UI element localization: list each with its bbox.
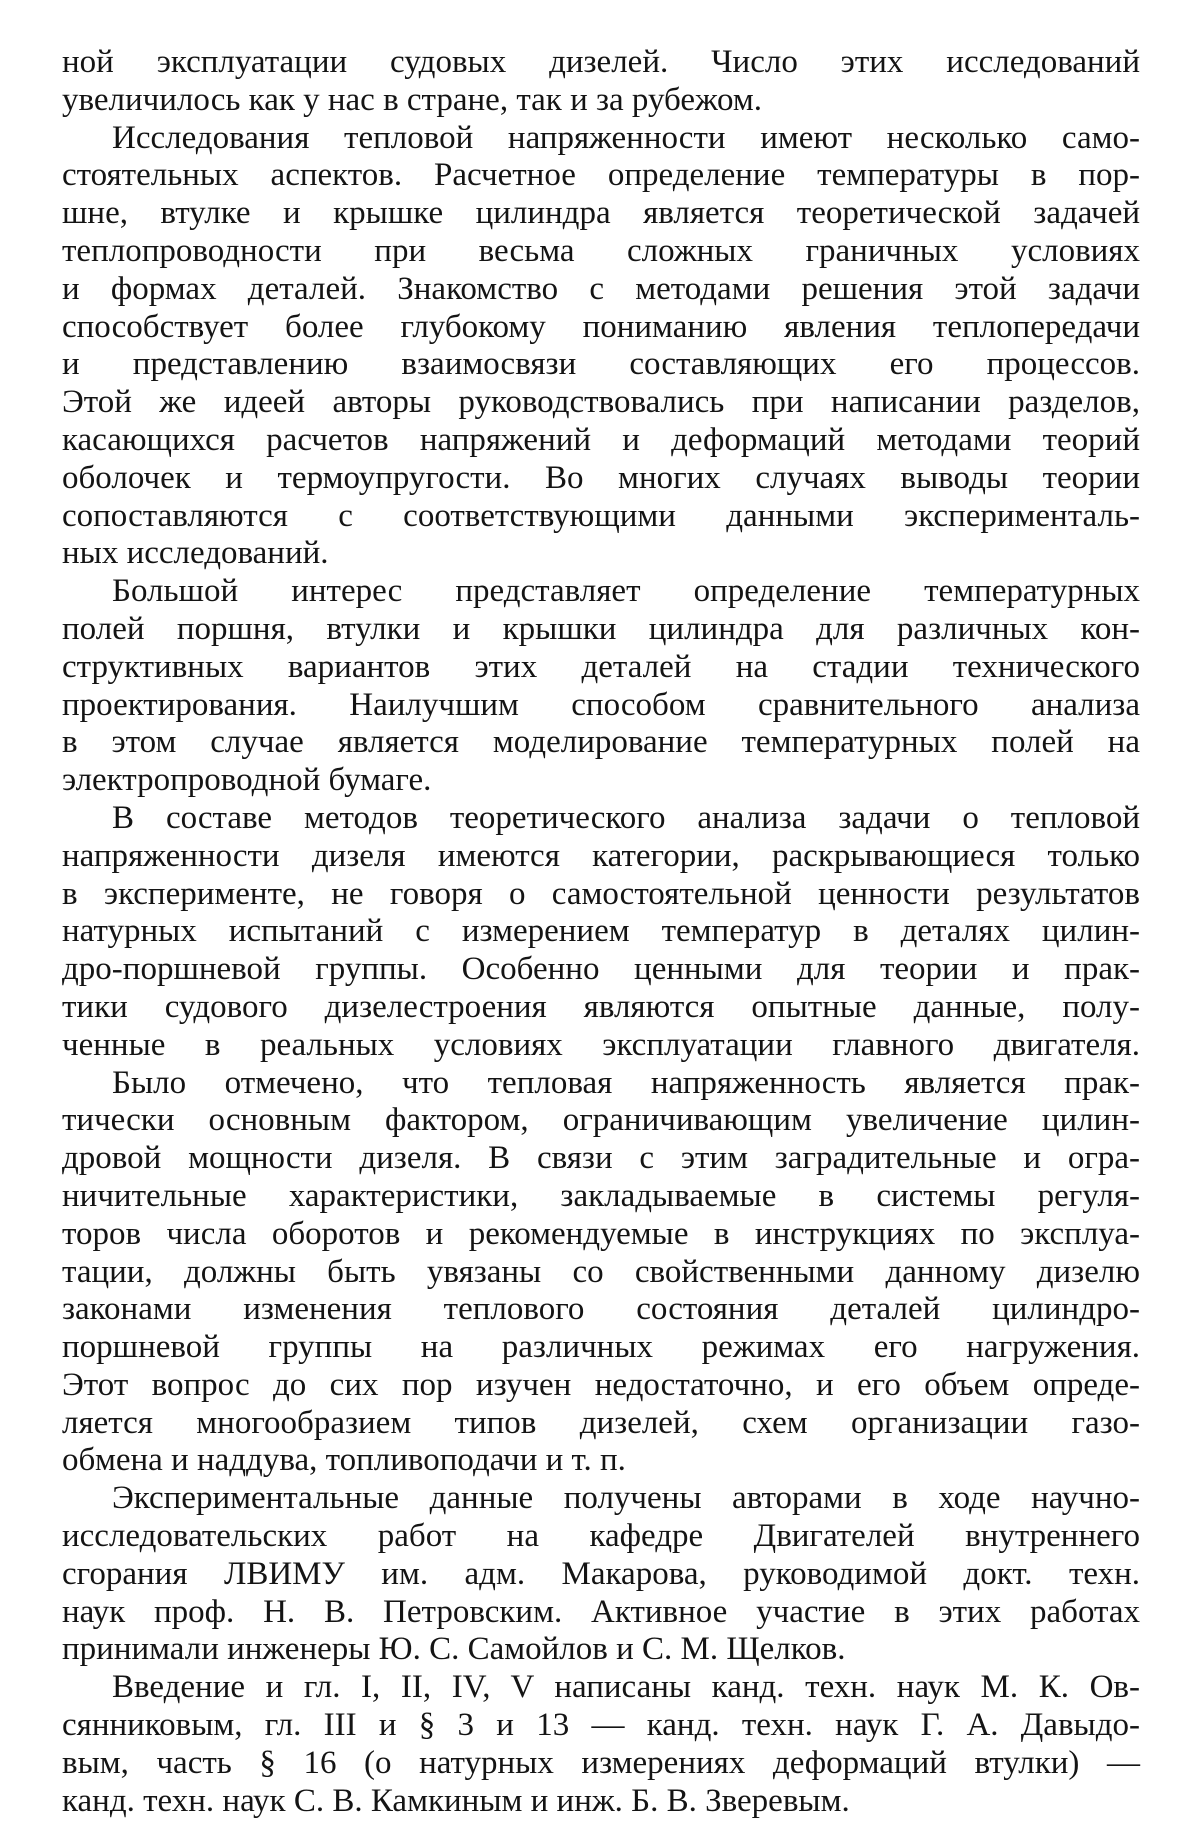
text-line: наук проф. Н. В. Петровским. Активное участие в этих работах (62, 1593, 1140, 1630)
text-line: Большой интерес представляет определение температурных (112, 573, 1140, 610)
text-line: увеличилось как у нас в стране, так и за рубежом. (62, 81, 763, 118)
text-line: дро-поршневой группы. Особенно ценными для теории и прак- (62, 951, 1140, 988)
text-line: теплопроводности при весьма сложных граничных условиях (62, 232, 1140, 269)
text-line: Этой же идеей авторы руководствовались при написании разделов, (62, 384, 1140, 421)
text-line: Введение и гл. I, II, IV, V написаны канд. техн. наук М. К. Ов- (112, 1669, 1140, 1706)
paragraph-5 (62, 1065, 1140, 1481)
text-line: ляется многообразием типов дизелей, схем организации газо- (62, 1404, 1140, 1441)
text-line: торов числа оборотов и рекомендуемые в инструкциях по эксплуа- (62, 1215, 1140, 1252)
text-line: сопоставляются с соответствующими данными эксперименталь- (62, 497, 1140, 534)
text-line: тации, должны быть увязаны со свойственными данному дизелю (62, 1253, 1140, 1290)
text-line: В составе методов теоретического анализа задачи о тепловой (112, 799, 1140, 836)
text-line: тически основным фактором, ограничивающим увеличение цилин- (62, 1102, 1140, 1139)
text-line: в эксперименте, не говоря о самостоятельной ценности результатов (62, 875, 1140, 912)
text-line: сянниковым, гл. III и § 3 и 13 — канд. техн. наук Г. А. Давыдо- (62, 1707, 1140, 1744)
text-line: ных исследований. (62, 535, 329, 572)
text-line: шне, втулке и крышке цилиндра является теоретической задачей (62, 195, 1140, 232)
text-line: поршневой группы на различных режимах его нагружения. (62, 1329, 1140, 1366)
text-line: электропроводной бумаге. (62, 762, 432, 799)
text-line: тики судового дизелестроения являются опытные данные, полу- (62, 988, 1140, 1025)
paragraph-7 (62, 1669, 1140, 1820)
text-line: законами изменения теплового состояния деталей цилиндро- (62, 1291, 1140, 1328)
text-line: натурных испытаний с измерением температур в деталях цилин- (62, 913, 1140, 950)
text-line: оболочек и термоупругости. Во многих случаях выводы теории (62, 459, 1140, 496)
text-line: принимали инженеры Ю. С. Самойлов и С. М. Щелков. (62, 1631, 846, 1668)
text-line: ченные в реальных условиях эксплуатации главного двигателя. (62, 1026, 1140, 1063)
document-page (62, 44, 1140, 1820)
paragraph-2 (62, 120, 1140, 574)
text-line: проектирования. Наилучшим способом сравнительного анализа (62, 686, 1140, 723)
text-line: полей поршня, втулки и крышки цилиндра для различных кон- (62, 610, 1140, 647)
text-line: в этом случае является моделирование температурных полей на (62, 724, 1140, 761)
text-line: стоятельных аспектов. Расчетное определение температуры в пор- (62, 157, 1140, 194)
text-line: дровой мощности дизеля. В связи с этим заградительные и огра- (62, 1140, 1140, 1177)
text-line: способствует более глубокому пониманию явления теплопередачи (62, 308, 1140, 345)
text-line: исследовательских работ на кафедре Двигателей внутреннего (62, 1518, 1140, 1555)
text-line: ничительные характеристики, закладываемые в системы регуля- (62, 1177, 1140, 1214)
text-line: канд. техн. наук С. В. Камкиным и инж. Б. В. Зверевым. (62, 1782, 850, 1819)
text-line: структивных вариантов этих деталей на стадии технического (62, 648, 1140, 685)
paragraph-1 (62, 44, 1140, 120)
text-line: и формах деталей. Знакомство с методами решения этой задачи (62, 270, 1140, 307)
paragraph-3 (62, 573, 1140, 800)
paragraph-4 (62, 800, 1140, 1065)
text-line: и представлению взаимосвязи составляющих его процессов. (62, 346, 1140, 383)
text-line: сгорания ЛВИМУ им. адм. Макарова, руководимой докт. техн. (62, 1555, 1140, 1592)
text-line: Этот вопрос до сих пор изучен недостаточно, и его объем опреде- (62, 1366, 1140, 1403)
text-line: Было отмечено, что тепловая напряженность является прак- (112, 1064, 1140, 1101)
text-line: ной эксплуатации судовых дизелей. Число этих исследований (62, 44, 1140, 80)
text-line: Экспериментальные данные получены авторами в ходе научно- (112, 1480, 1140, 1517)
text-line: напряженности дизеля имеются категории, раскрывающиеся только (62, 837, 1140, 874)
text-line: касающихся расчетов напряжений и деформаций методами теорий (62, 421, 1140, 458)
paragraph-6 (62, 1480, 1140, 1669)
text-line: вым, часть § 16 (о натурных измерениях деформаций втулки) — (62, 1744, 1140, 1781)
text-line: обмена и наддува, топливоподачи и т. п. (62, 1442, 626, 1479)
text-line: Исследования тепловой напряженности имеют несколько само- (112, 119, 1140, 156)
